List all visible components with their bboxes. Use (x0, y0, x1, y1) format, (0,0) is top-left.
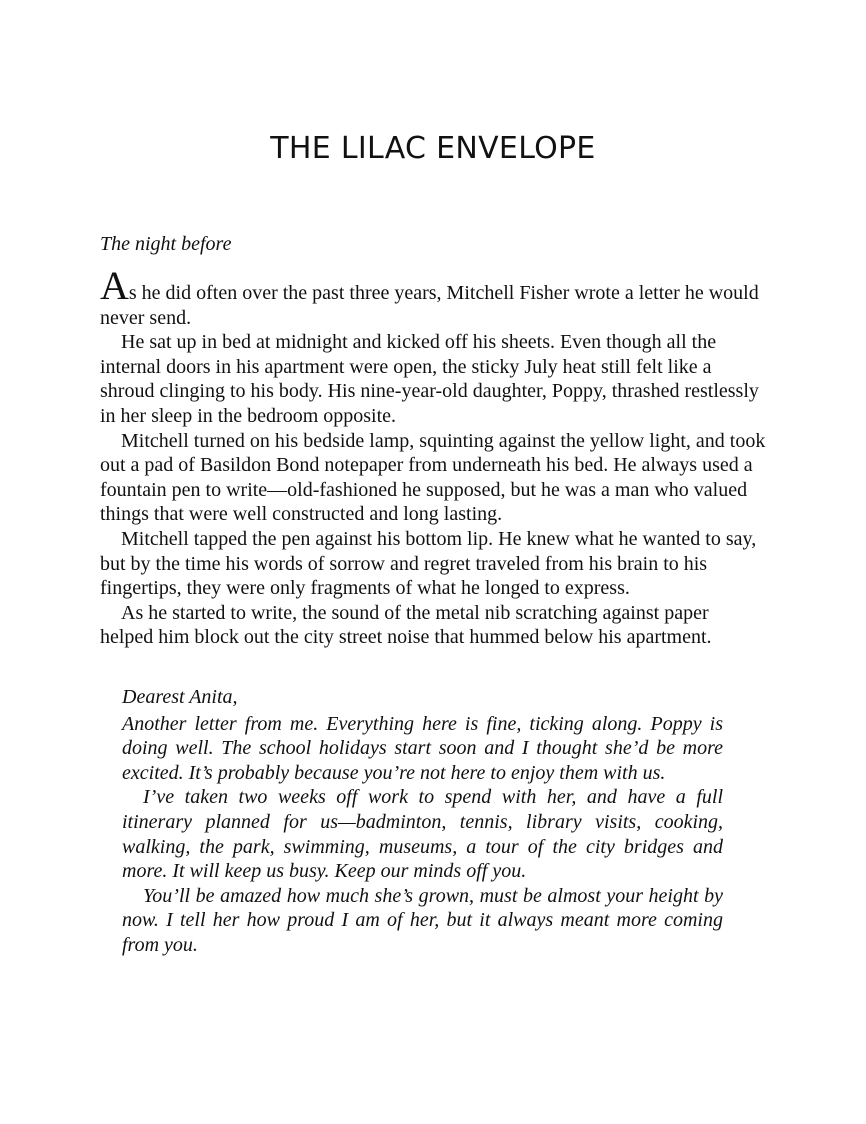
letter-block (122, 685, 723, 958)
body-paragraph: Mitchell turned on his bedside lamp, squinting against the yellow light, and took out a pad of Basildon Bond notepaper from underneath his bed. He always used a fountain pen to write—old-fashioned he supposed, but he was a man who valued things that were well constructed and long lasting. (100, 429, 766, 526)
letter-salutation: Dearest Anita, (122, 686, 238, 708)
letter-paragraph: I’ve taken two weeks off work to spend with her, and have a full itinerary planned for us—badminton, tennis, library visits, cooking, walking, the park, swimming, museums, a tour of the city bridges and more. It will keep us busy. Keep our minds off you. (122, 786, 723, 883)
section-subheading: The night before (100, 233, 232, 255)
drop-cap: A (100, 263, 129, 308)
letter-paragraph: You’ll be amazed how much she’s grown, must be almost your height by now. I tell her how proud I am of her, but it always meant more coming from you. (122, 884, 723, 956)
body-paragraph: He sat up in bed at midnight and kicked off his sheets. Even though all the internal doors in his apartment were open, the sticky July heat still felt like a shroud clinging to his body. His nine-year-old daughter, Poppy, thrashed restlessly in her sleep in the bedroom opposite. (100, 331, 759, 427)
body-paragraph: Mitchell tapped the pen against his bottom lip. He knew what he wanted to say, but by the time his words of sorrow and regret traveled from his brain to his fingertips, they were only fragments of what he longed to express. (100, 527, 757, 600)
letter-paragraph: Another letter from me. Everything here is fine, ticking along. Poppy is doing well. The school holidays start soon and I thought she’d be more excited. It’s probably because you’re not here to enjoy them with us. (122, 712, 723, 784)
narrative-text (100, 263, 766, 650)
body-paragraph: As he started to write, the sound of the metal nib scratching against paper helped him block out the city street noise that hummed below his apartment. (100, 601, 712, 649)
opening-paragraph (100, 263, 766, 330)
chapter-title: THE LILAC ENVELOPE (270, 131, 596, 166)
opening-paragraph-text: s he did often over the past three years, Mitchell Fisher wrote a letter he would never send. (100, 282, 759, 329)
